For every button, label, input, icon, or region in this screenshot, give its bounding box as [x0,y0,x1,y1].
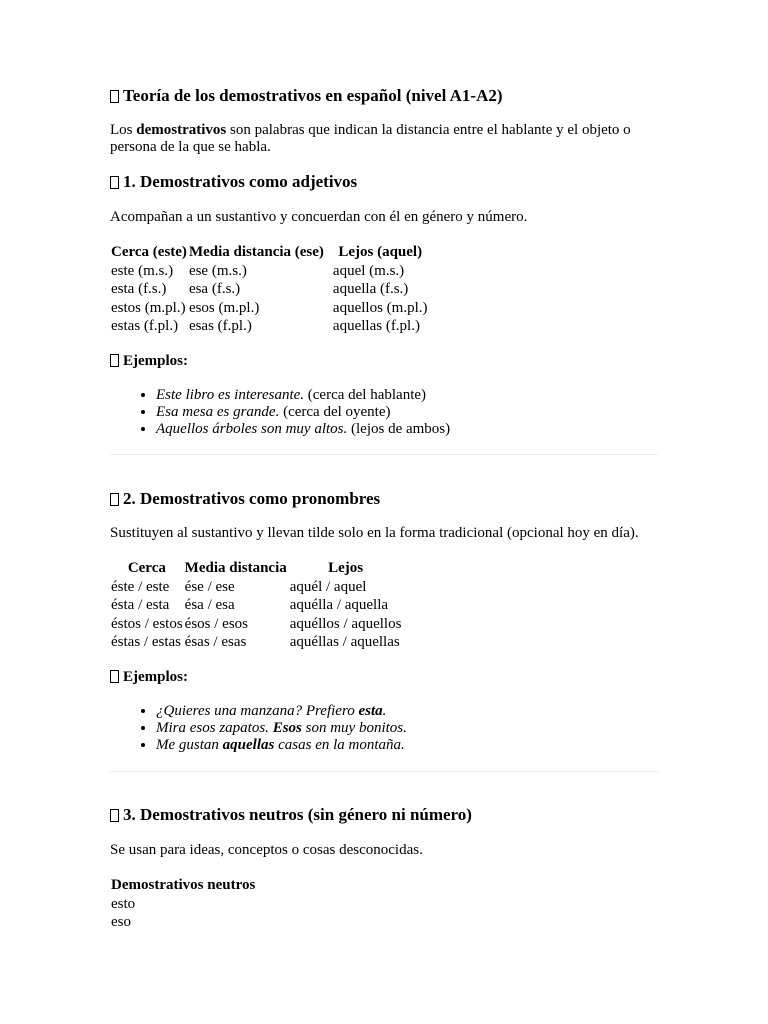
column-header: Cerca [127,560,166,576]
table-cell: aquél / aquel [289,578,367,595]
table-cell: éste / este [111,578,170,595]
example-emphasis: Esos [272,720,302,736]
table-cell: aquella (f.s.) [332,281,409,297]
section-divider [110,454,658,455]
table-header-row [110,559,402,578]
example-text: Me gustan [156,737,223,753]
missing-glyph-icon [110,670,119,683]
table-cell: aquellas (f.pl.) [332,318,420,334]
table-cell: aquel (m.s.) [332,262,405,279]
table-cell: éstos / estos [111,615,183,632]
table-header-row [110,243,429,262]
pronouns-table [110,559,402,652]
list-item [156,703,407,720]
column-header: Demostrativos neutros [111,877,256,893]
list-item [156,720,407,737]
column-header: Lejos (aquel) [338,244,423,260]
column-header: Media distancia (ese) [188,244,324,260]
section2-examples-list [110,703,407,754]
table-cell: eso [111,914,131,930]
example-text: . [382,703,387,719]
section1-examples-label [110,353,188,370]
section2-heading [110,489,380,509]
missing-glyph-icon [110,354,119,367]
section2-description: Sustituyen al sustantivo y llevan tilde solo en la forma tradicional (opcional hoy en día). [110,525,639,541]
list-item [156,404,450,421]
missing-glyph-icon [110,176,119,189]
table-cell: ese (m.s.) [188,262,247,279]
table-row [110,615,402,634]
table-cell: estos (m.pl.) [111,299,186,316]
table-cell: éstas / estas [111,634,181,650]
table-cell: ésta / esta [111,597,170,613]
table-cell: esa (f.s.) [188,281,241,297]
table-row [110,280,429,299]
example-sentence: Aquellos árboles son muy altos. [156,421,348,437]
intro-post: son palabras que indican la distancia entre el hablante y el objeto o persona de la que se habla. [110,122,631,155]
example-emphasis: aquellas [222,737,275,753]
section2-heading-text: 2. Demostrativos como pronombres [123,489,381,508]
section3-heading [110,805,472,825]
section1-description: Acompañan a un sustantivo y concuerdan con él en género y número. [110,209,528,225]
example-text: ¿Quieres una manzana? Prefiero [156,703,359,719]
section1-heading-text: 1. Demostrativos como adjetivos [123,172,358,191]
table-header-row [110,876,256,895]
table-row [110,633,402,652]
section-divider [110,771,658,772]
column-header: Cerca (este) [111,244,187,260]
table-row [110,262,429,281]
list-item [156,421,450,438]
example-note: (cerca del hablante) [304,387,427,403]
list-item [156,387,450,404]
example-note: (cerca del oyente) [279,404,391,420]
example-text: casas en la montaña. [274,737,405,753]
document-title [110,86,503,106]
section3-heading-text: 3. Demostrativos neutros (sin género ni número) [123,805,472,824]
table-cell: ésos / esos [184,615,249,632]
table-cell: esto [111,895,136,912]
example-note: (lejos de ambos) [347,421,451,437]
table-cell: aquellos (m.pl.) [332,299,428,316]
list-item [156,737,407,754]
table-row [110,895,256,914]
example-text: Mira esos zapatos. [156,720,273,736]
examples-label-text: Ejemplos: [123,353,188,369]
example-text: son muy bonitos. [301,720,407,736]
column-header: Lejos [328,560,364,576]
section1-heading [110,172,357,192]
table-cell: este (m.s.) [111,262,174,279]
table-cell: esas (f.pl.) [188,318,252,334]
section1-examples-list [110,387,450,438]
section3-description: Se usan para ideas, conceptos o cosas desconocidas. [110,842,423,858]
neutral-table [110,876,256,932]
table-row [110,596,402,615]
table-row [110,578,402,597]
missing-glyph-icon [110,809,119,822]
examples-label-text: Ejemplos: [123,669,188,685]
table-cell: esta (f.s.) [111,281,167,297]
intro-paragraph [110,122,658,156]
table-cell: ése / ese [184,578,235,595]
intro-bold-term: demostrativos [136,122,227,138]
table-cell: ésa / esa [184,597,235,613]
table-cell: aquéllos / aquellos [289,615,402,632]
section2-examples-label [110,669,188,686]
table-cell: aquéllas / aquellas [289,634,400,650]
table-cell: esos (m.pl.) [188,299,260,316]
table-row [110,299,429,318]
missing-glyph-icon [110,493,119,506]
table-cell: aquélla / aquella [289,597,389,613]
column-header: Media distancia [184,560,287,576]
example-sentence: Esa mesa es grande. [156,404,280,420]
document-title-text: Teoría de los demostrativos en español (nivel A1-A2) [123,86,503,105]
example-sentence: Este libro es interesante. [156,387,305,403]
adjectives-table [110,243,429,336]
table-row [110,317,429,336]
table-row [110,913,256,932]
example-emphasis: esta [358,703,383,719]
table-cell: estas (f.pl.) [111,318,179,334]
intro-pre: Los [110,122,137,138]
missing-glyph-icon [110,90,119,103]
table-cell: ésas / esas [184,634,247,650]
